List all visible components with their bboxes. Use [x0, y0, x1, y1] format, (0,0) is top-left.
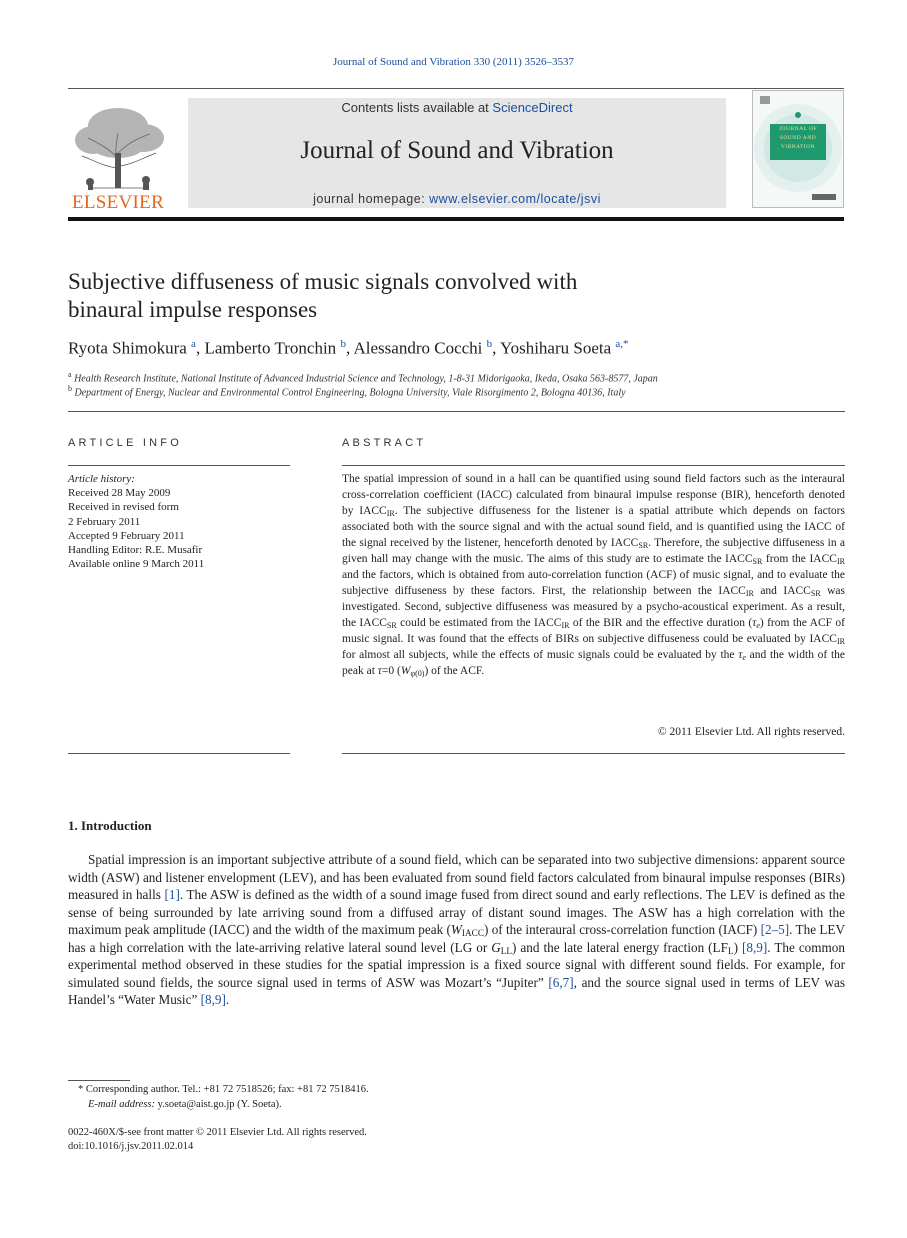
history-line: Accepted 9 February 2011 — [68, 529, 185, 542]
author-name[interactable]: Ryota Shimokura — [68, 338, 187, 358]
abstract-text: The spatial impression of sound in a hall can be quantified using sound field factors such as the interaural cross-correlation coefficient (IACC) calculated from binaural impulse response (BIR), henceforth denoted by $IACC_{IR}$. The subjective diffuseness for the listener is a spatial attribute which depends on factors associated both with the source signal and with the actual sound field, and is quantified using the IACC of the signal received by the listener, henceforth denoted by $IACC_{SR}$. Therefore, the subjective diffuseness in a given hall may change with the music. The aims of this study are to estimate the $IACC_{SR}$ from the $IACC_{IR}$ and the factors, which is obtained from auto-correlation function (ACF) of music signal, and to evaluate the subjective diffuseness by these factors. First, the relationship between the $IACC_{IR}$ and $IACC_{SR}$ was investigated. Second, subjective diffuseness was measured by a psycho-acoustical experiment. As a result, the $IACC_{SR}$ could be estimated from the $IACC_{IR}$ of the BIR and the effective duration $(\tau_e)$ from the ACF of music signal. It was found that the effects of BIRs on subjective diffuseness could be evaluated by $IACC_{IR}$ for almost all subjects, while the effects of music signals could be evaluated by the $\tau_e$ and the width of the peak at τ=0 $(W_{\varphi(0)})$ of the ACF. — [342, 473, 846, 678]
doi-note[interactable]: doi:10.1016/j.jsv.2011.02.014 — [68, 1141, 194, 1152]
affiliation-mark: a — [68, 370, 72, 379]
article-title — [68, 268, 768, 324]
abstract-copyright: © 2011 Elsevier Ltd. All rights reserved. — [657, 726, 845, 738]
history-line: Handling Editor: R.E. Musafir — [68, 544, 203, 557]
citation-link[interactable]: [1] — [164, 887, 180, 902]
homepage-link[interactable]: www.elsevier.com/locate/jsvi — [429, 192, 601, 206]
article-info-label: ARTICLE INFO — [68, 437, 182, 449]
cover-title: JOURNAL OF SOUND AND VIBRATION — [778, 126, 818, 150]
abstract-rule — [342, 465, 845, 466]
contents-line — [188, 100, 726, 115]
affiliation-a — [68, 370, 848, 384]
affiliation-text: Health Research Institute, National Institute of Advanced Industrial Science and Technology, 1-8-31 Midorigaoka, Ikeda, Osaka 563-8577, Japan — [74, 373, 658, 385]
abstract-label: ABSTRACT — [342, 437, 427, 449]
sciencedirect-link[interactable]: ScienceDirect — [492, 100, 573, 115]
history-line: 2 February 2011 — [68, 515, 141, 528]
corresponding-author-note: * Corresponding author. Tel.: +81 72 7518526; fax: +81 72 7518416. — [78, 1084, 369, 1095]
affiliation-text: Department of Energy, Nuclear and Environmental Control Engineering, Bologna University, Viale Risorgimento 2, Bologna 40136, Italy — [74, 387, 626, 399]
author-affiliation-mark[interactable]: a,* — [615, 338, 629, 350]
author-affiliation-mark[interactable]: b — [486, 338, 493, 350]
citation-link[interactable]: [8,9] — [200, 992, 226, 1007]
article-info-rule — [68, 465, 290, 466]
homepage-prefix: journal homepage: — [313, 192, 430, 206]
author-affiliation-mark[interactable]: a — [191, 338, 196, 350]
citation-link[interactable]: [2–5] — [760, 922, 790, 937]
author-separator: , — [492, 338, 501, 358]
author-affiliation-mark[interactable]: b — [340, 338, 346, 350]
email-note — [88, 1099, 588, 1110]
introduction-paragraph: Spatial impression is an important subjective attribute of a sound field, which can be separated into two subjective dimensions: apparent source width (ASW) and listener envelopment (LEV), and has been evaluated from sound field factors calculated from binaural impulse responses (BIRs) measured in halls [1]. The ASW is defined as the width of a sound image fused from direct sound and early reflections. The LEV is defined as the sense of being surrounded by late arriving sound from a diffused array of distant sound images. The ASW has a high correlation with the maximum peak amplitude (IACC) and the width of the maximum peak $(W_{IACC})$ of the interaural cross-correlation function (IACF) [2–5]. The LEV has a high correlation with the late-arriving relative lateral sound level (LG or $G_{LL}$) and the late lateral energy fraction $(LF_L)$ [8,9]. The common experimental method observed in these studies for the spatial impression is a fixed source signal with different sound fields. For example, for simulated sound fields, the source signal used in terms of ASW was Mozart’s “Jupiter” [6,7], and the source signal used in terms of LEV was Handel’s “Water Music” [8,9]. — [68, 852, 845, 1007]
history-heading: Article history: — [68, 473, 135, 485]
author-name[interactable]: Lamberto Tronchin — [204, 338, 337, 358]
email-address[interactable]: y.soeta@aist.go.jp (Y. Soeta). — [154, 1099, 282, 1110]
history-line: Received 28 May 2009 — [68, 487, 171, 500]
affiliation-mark: b — [68, 384, 72, 393]
front-matter-note: 0022-460X/$-see front matter © 2011 Elsevier Ltd. All rights reserved. — [68, 1127, 367, 1138]
author-list — [68, 338, 848, 359]
homepage-line — [188, 192, 726, 206]
banner-bottom-rule — [68, 217, 844, 221]
abstract-bottom-rule — [342, 753, 845, 754]
journal-title: Journal of Sound and Vibration — [300, 137, 614, 164]
footnote-rule — [68, 1080, 130, 1081]
banner-top-rule — [68, 88, 844, 89]
author-name[interactable]: Yoshiharu Soeta — [500, 338, 612, 358]
article-info-bottom-rule — [68, 753, 290, 754]
article-title-line-2: binaural impulse responses — [68, 297, 318, 322]
email-label: E-mail address: — [88, 1099, 155, 1110]
contents-prefix: Contents lists available at — [341, 100, 493, 115]
citation-link[interactable]: [6,7] — [548, 974, 574, 990]
article-title-line-1: Subjective diffuseness of music signals convolved with — [68, 269, 578, 294]
journal-reference[interactable]: Journal of Sound and Vibration 330 (2011) 3526–3537 — [332, 56, 574, 68]
affiliation-b — [68, 384, 848, 398]
history-line: Received in revised form — [68, 501, 179, 514]
author-separator: , — [345, 338, 354, 358]
title-divider — [68, 411, 845, 412]
author-name[interactable]: Alessandro Cocchi — [353, 338, 483, 358]
citation-link[interactable]: [8,9] — [742, 939, 768, 955]
article-history — [68, 472, 290, 571]
section-heading-introduction: 1. Introduction — [68, 818, 152, 833]
history-line: Available online 9 March 2011 — [68, 558, 205, 571]
elsevier-wordmark[interactable]: ELSEVIER — [71, 192, 165, 213]
author-separator: , — [195, 338, 205, 358]
